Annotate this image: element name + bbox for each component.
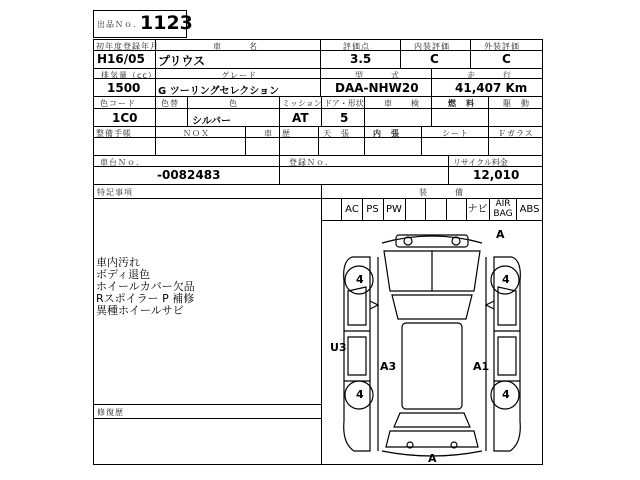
manual-label: 整備手帳 [96, 129, 132, 138]
sunroof-label: 天 張 [323, 129, 350, 138]
car-name-label: 車 名 [213, 42, 258, 51]
color-code-label: 色コード [100, 99, 136, 108]
color-value: シルバー [192, 116, 232, 127]
first-reg-label: 初年度登録年月 [96, 42, 159, 51]
mileage-label: 走 行 [467, 71, 512, 80]
remarks-list [96, 257, 195, 317]
mileage-value: 41,407 Km [455, 81, 528, 95]
displacement-label: 排気量（cc） [101, 71, 157, 80]
listing-number-label: 出品Ｎｏ． [97, 20, 142, 29]
color-change-label: 色替 [161, 99, 179, 108]
equipment-label: 装 備 [419, 188, 464, 197]
leather-label: 内 張 [373, 129, 400, 138]
equip-ps: PS [366, 204, 379, 215]
inspection-label: 車 検 [384, 99, 420, 108]
registration-label: 登録Ｎｏ． [289, 158, 334, 167]
remark-line: 車内汚れ [96, 256, 140, 269]
equip-navi: ナビ [467, 204, 488, 215]
remark-line: ボディ退色 [96, 268, 151, 281]
fuel-label: 燃 料 [448, 99, 475, 108]
damage-right-body: A1 [473, 360, 490, 373]
equip-pw: PW [386, 204, 402, 215]
car-diagram [322, 221, 542, 464]
mission-label: ミッション [282, 99, 322, 108]
chassis-label: 車台Ｎｏ． [100, 158, 145, 167]
mission-value: AT [292, 111, 309, 125]
damage-rear: A [428, 452, 437, 465]
model-label: 型 式 [355, 71, 400, 80]
chassis-value: -0082483 [157, 168, 221, 182]
doors-label: ドア・形状 [324, 99, 364, 108]
listing-number-box [93, 10, 193, 38]
seat-label: シート [442, 129, 469, 138]
damage-left-body: A3 [380, 360, 397, 373]
color-label: 色 [229, 99, 238, 108]
interior-label: 内装評価 [414, 42, 450, 51]
grade-value: G ツーリングセレクション [158, 86, 280, 97]
repair-label: 修復歴 [97, 408, 124, 417]
remark-line: 異種ホイールサビ [96, 304, 184, 317]
nox-label: ＮＯＸ [183, 129, 210, 138]
listing-number: 1123 [140, 12, 193, 34]
first-reg-value: H16/05 [97, 52, 145, 66]
equip-abs: ABS [519, 204, 540, 215]
equip-ac: AC [345, 204, 359, 215]
grade-label: グレード [221, 71, 257, 80]
color-code-value: 1C0 [112, 111, 138, 125]
displacement-value: 1500 [107, 81, 141, 95]
score-value: 3.5 [350, 52, 372, 66]
model-value: DAA-NHW20 [335, 81, 419, 95]
score-label: 評価点 [343, 42, 370, 51]
damage-front: A [496, 228, 505, 241]
interior-value: C [430, 52, 439, 66]
wheel-rear-left-grade: 4 [356, 388, 364, 401]
wheel-rear-right-grade: 4 [502, 388, 510, 401]
history-label: 車 歴 [264, 129, 291, 138]
exterior-label: 外装評価 [484, 42, 520, 51]
car-name-value: プリウス [158, 54, 206, 68]
damage-left-side: U3 [330, 341, 347, 354]
exterior-value: C [502, 52, 511, 66]
wheel-front-left-grade: 4 [356, 273, 364, 286]
remark-line: Rスポイラー P 補修 [96, 292, 195, 305]
recycle-value: 12,010 [473, 168, 520, 182]
drive-label: 駆 動 [503, 99, 530, 108]
equip-airbag: AIR BAG [493, 199, 513, 219]
remarks-label: 特記事項 [97, 188, 133, 197]
remark-line: ホイールカバー欠品 [96, 280, 195, 293]
doors-value: 5 [340, 111, 349, 125]
wheel-front-right-grade: 4 [502, 273, 510, 286]
recycle-label: リサイクル料金 [453, 158, 508, 167]
glass-label: Ｆガラス [498, 129, 534, 138]
